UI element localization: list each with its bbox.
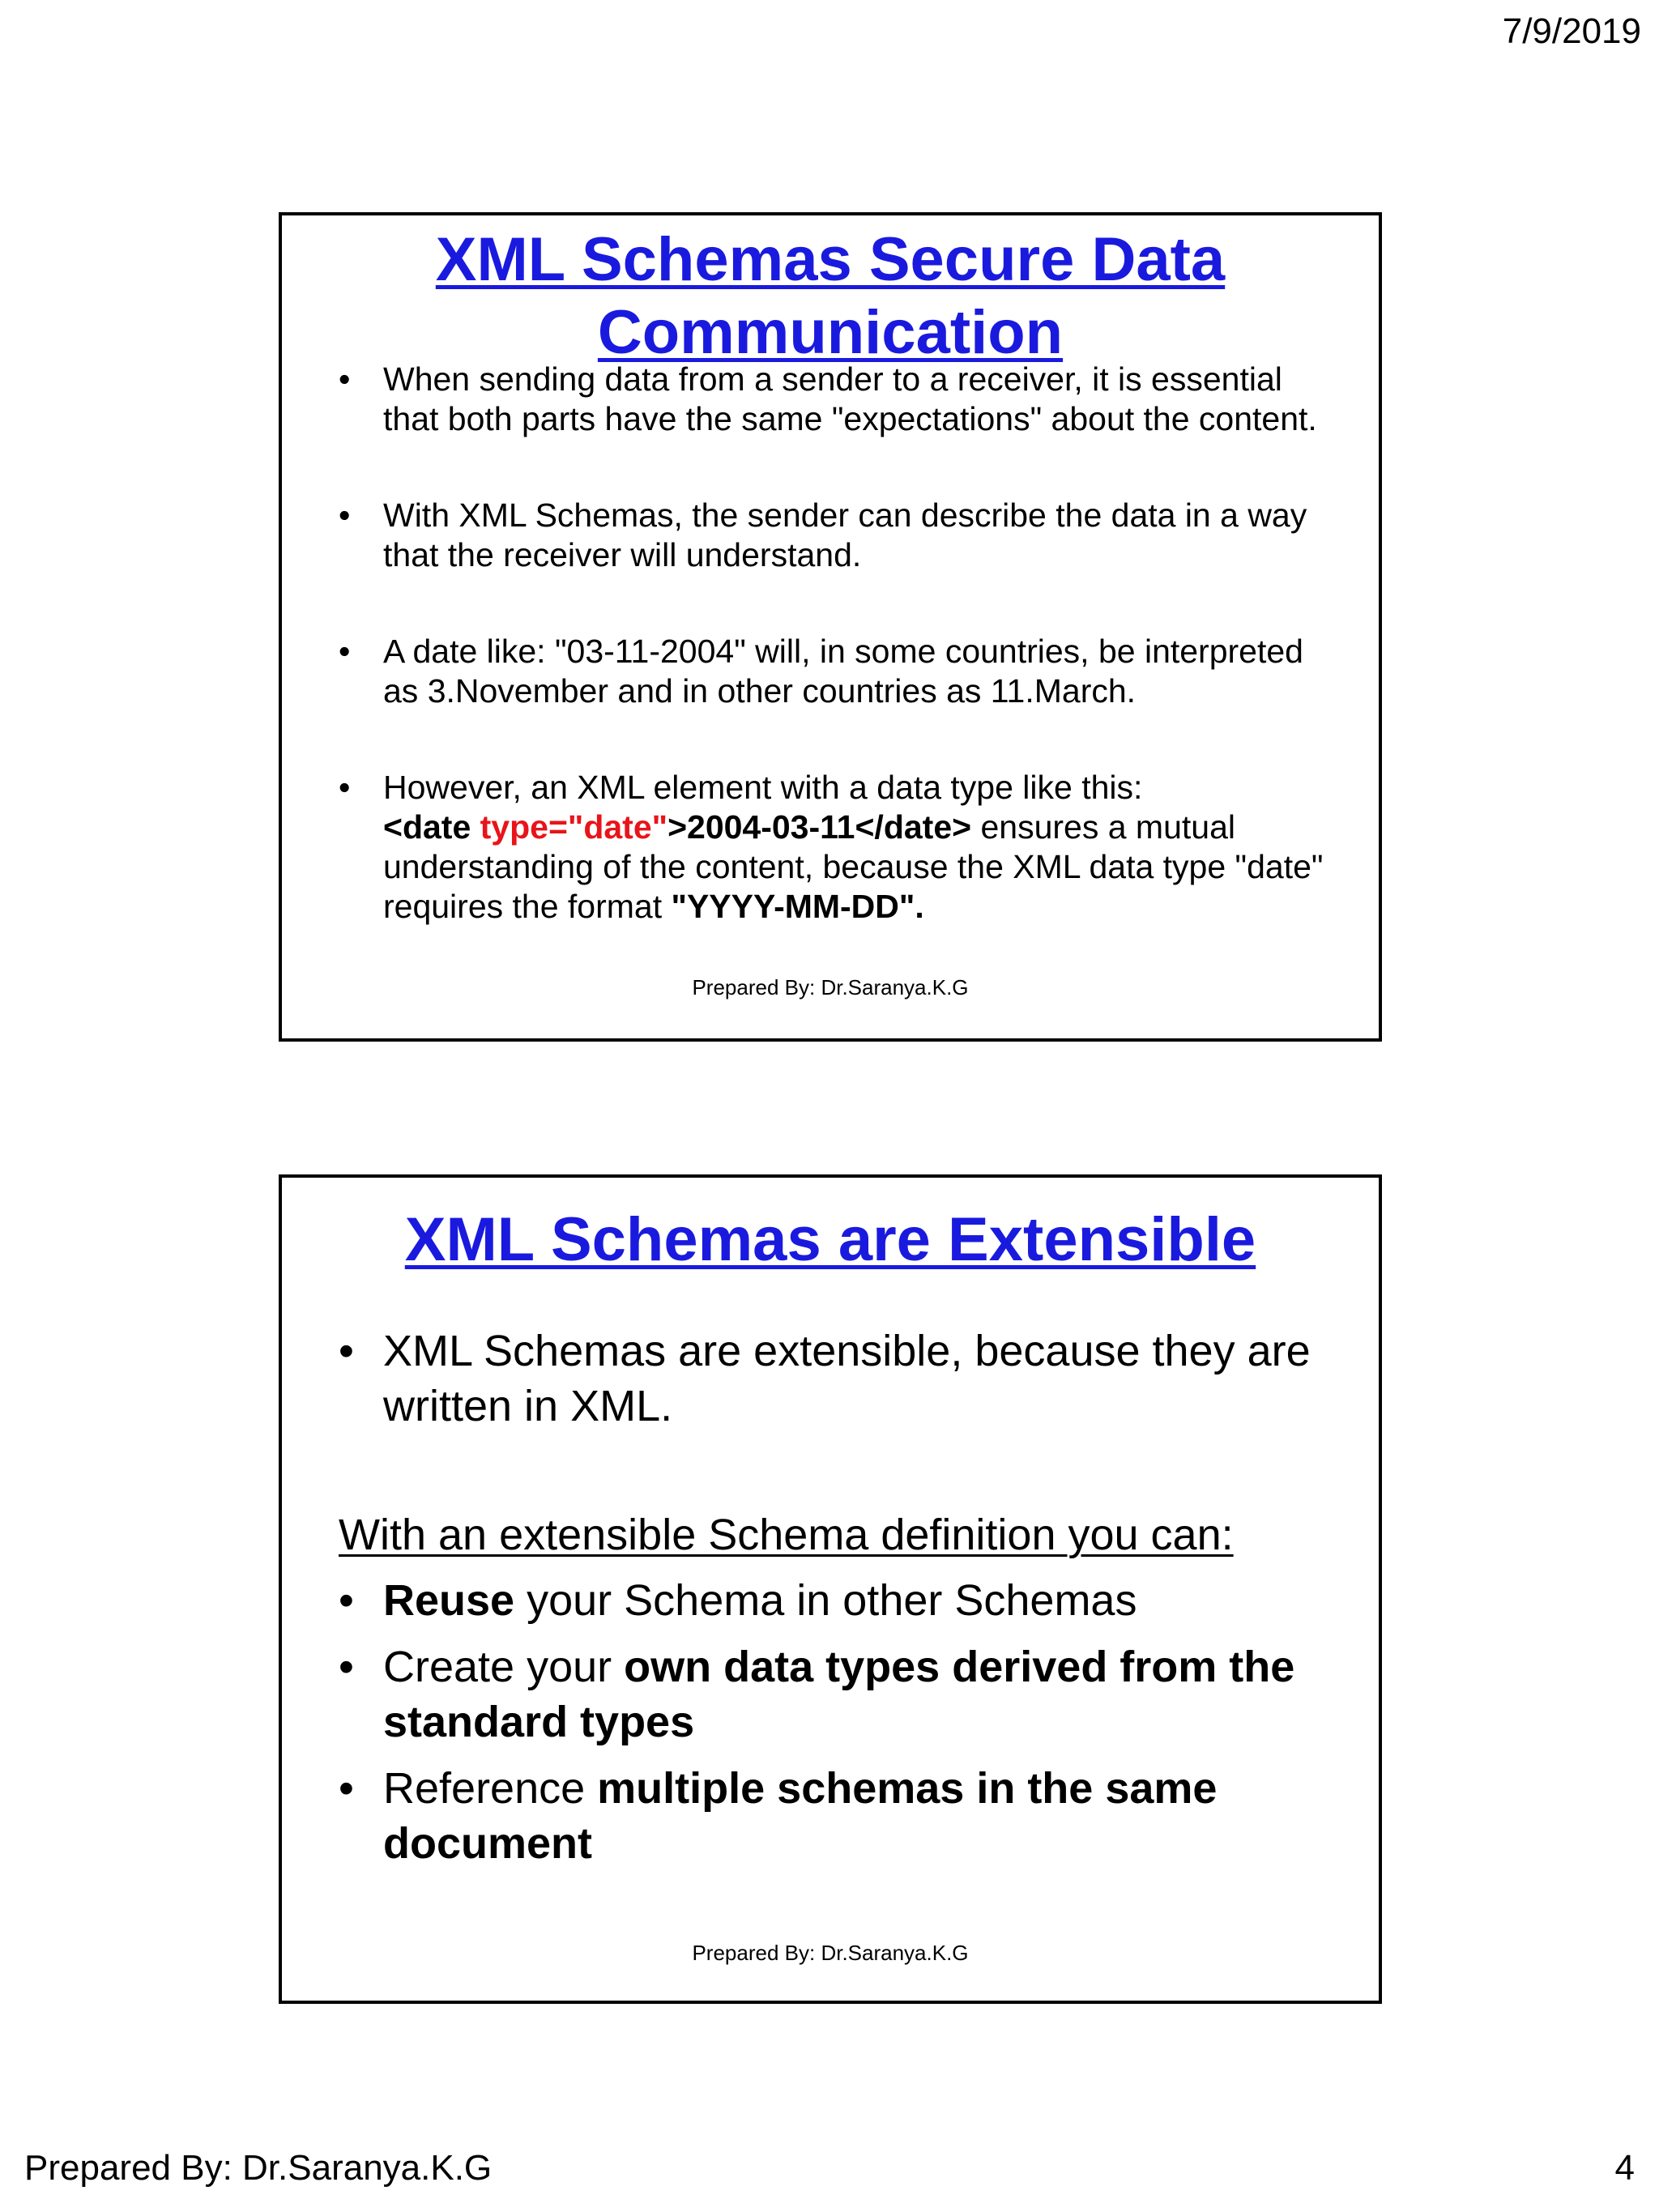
date-format: "YYYY-MM-DD". — [671, 888, 924, 925]
item-text: Reference — [383, 1764, 598, 1813]
code-attribute: type="date" — [480, 808, 668, 846]
title-line-1: XML Schemas Secure Data — [435, 225, 1226, 294]
bullet-item: • A date like: "03-11-2004" will, in some countries, be interpreted as 3.November and in other countries as 11.March. — [339, 632, 1330, 711]
capability-list — [339, 1573, 1330, 1882]
bullet-list — [339, 1323, 1330, 1434]
page-date: 7/9/2019 — [1502, 11, 1641, 51]
slide-secure-data-communication — [279, 212, 1382, 1042]
code-open-tag: <date — [383, 808, 480, 846]
bullet-item: • With XML Schemas, the sender can describe the data in a way that the receiver will understand. — [339, 496, 1330, 575]
code-example — [383, 808, 971, 846]
title-line-2: Communication — [597, 298, 1064, 367]
list-item — [339, 1761, 1330, 1871]
slide-schemas-extensible — [279, 1174, 1382, 2004]
bullet-item: • When sending data from a sender to a receiver, it is essential that both parts have the same "expectations" about the content. — [339, 360, 1330, 439]
code-value: >2004-03-11</date> — [667, 808, 972, 846]
bullet-list — [339, 360, 1330, 927]
slide-title: XML Schemas are Extensible — [404, 1205, 1256, 1274]
bullet-item-date-type — [339, 768, 1330, 927]
bullet-continuation: ensures a mutual understanding of the content, because the XML data type "date" requires the format — [383, 808, 1324, 925]
list-item — [339, 1639, 1330, 1750]
bullet-item: • XML Schemas are extensible, because they are written in XML. — [339, 1323, 1330, 1434]
item-bold: Reuse — [383, 1576, 515, 1625]
page-number: 4 — [1614, 2148, 1635, 2188]
item-text: your Schema in other Schemas — [514, 1576, 1137, 1625]
item-bold: own data types derived from the standard types — [383, 1643, 1295, 1746]
page-footer-author: Prepared By: Dr.Saranya.K.G — [24, 2148, 493, 2188]
bullet-intro: However, an XML element with a data type like this: — [383, 769, 1143, 806]
item-text: Create your — [383, 1643, 625, 1691]
list-item — [339, 1573, 1330, 1628]
item-bold: multiple schemas in the same document — [383, 1764, 1218, 1868]
subheading: With an extensible Schema definition you can: — [339, 1511, 1234, 1559]
slide-title — [282, 224, 1379, 369]
slide-footer: Prepared By: Dr.Saranya.K.G — [692, 975, 969, 999]
slide-footer: Prepared By: Dr.Saranya.K.G — [692, 1941, 969, 1965]
